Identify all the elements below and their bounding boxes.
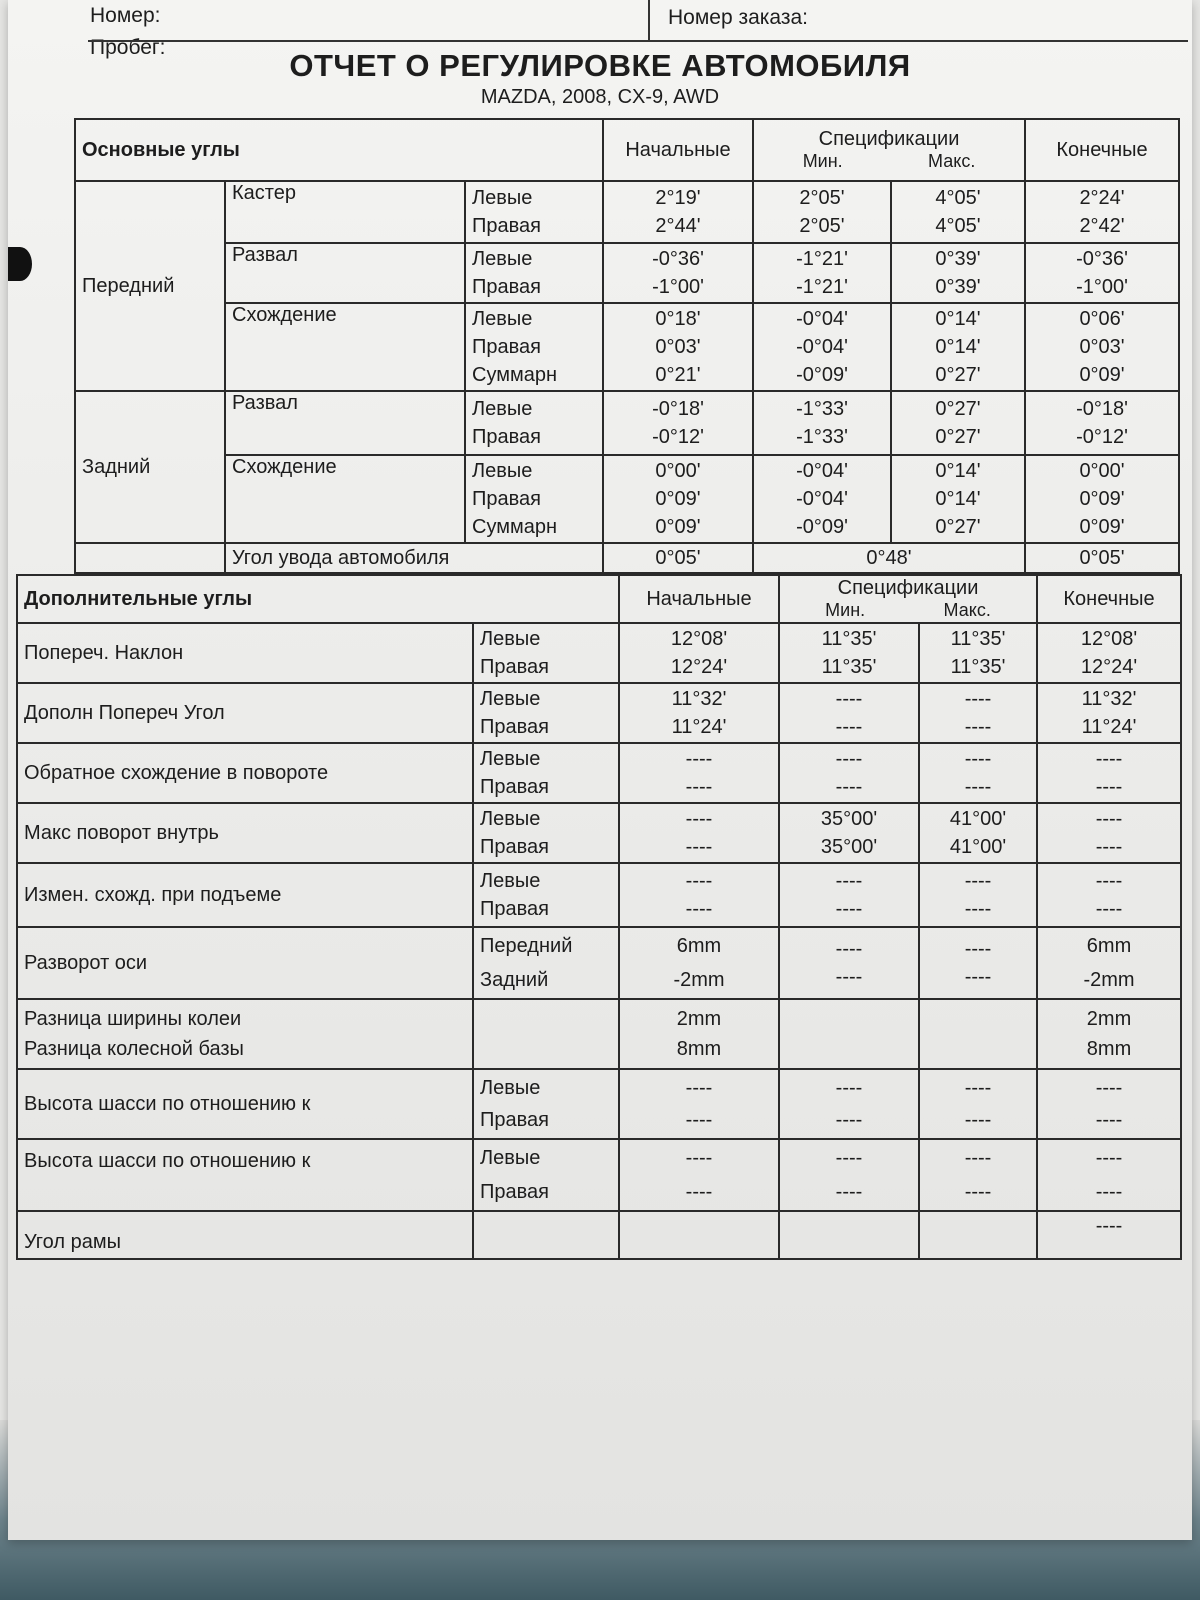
final-value: ---- — [1037, 1211, 1181, 1259]
final-column-header: Конечные — [1025, 119, 1179, 181]
main-angles-title: Основные углы — [75, 119, 603, 181]
row-sides: Левые Правая — [473, 803, 619, 863]
final-value: ---- ---- — [1037, 1069, 1181, 1139]
spec-min-value — [779, 999, 919, 1069]
initial-column-header: Начальные — [603, 119, 753, 181]
row-name: Высота шасси по отношению к — [17, 1139, 473, 1211]
row-name: Попереч. Наклон — [17, 623, 473, 683]
spec-min-value: ---- ---- — [779, 1139, 919, 1211]
spec-max-value: ---- ---- — [919, 1139, 1037, 1211]
final-value: 0°06' 0°03' 0°09' — [1025, 303, 1179, 391]
spec-min-value: ---- ---- — [779, 863, 919, 927]
initial-value: ---- ---- — [619, 1069, 779, 1139]
table-row — [17, 927, 1181, 999]
spec-max-value: ---- ---- — [919, 863, 1037, 927]
initial-column-header: Начальные — [619, 575, 779, 623]
table-row — [17, 803, 1181, 863]
initial-value — [619, 1211, 779, 1259]
spec-max-value: ---- ---- — [919, 683, 1037, 743]
spec-max-value: 11°35' 11°35' — [919, 623, 1037, 683]
row-sides: Левые Правая Суммарн — [465, 303, 603, 391]
table-row — [75, 391, 1179, 455]
max-label: Макс. — [943, 600, 991, 620]
row-name: Макс поворот внутрь — [17, 803, 473, 863]
row-sides: Левые Правая — [473, 743, 619, 803]
max-label: Макс. — [928, 151, 976, 171]
initial-value: 2mm 8mm — [619, 999, 779, 1069]
row-name: Схождение — [225, 455, 465, 543]
row-name: Разворот оси — [17, 927, 473, 999]
row-sides: Левые Правая — [473, 863, 619, 927]
row-sides — [473, 1211, 619, 1259]
row-name: Разница ширины колеи Разница колесной базы — [17, 999, 473, 1069]
initial-value: 12°08' 12°24' — [619, 623, 779, 683]
thrust-angle-label: Угол увода автомобиля — [225, 543, 603, 573]
row-sides: Левые Правая — [473, 1139, 619, 1211]
vehicle-info: MAZDA, 2008, CX-9, AWD — [480, 86, 720, 108]
table-row — [75, 303, 1179, 391]
header-separator — [648, 0, 650, 40]
thrust-final: 0°05' — [1025, 543, 1179, 573]
spec-column-header — [753, 119, 1025, 181]
row-name: Высота шасси по отношению к — [17, 1069, 473, 1139]
row-name: Кастер — [225, 181, 465, 243]
spec-max-value — [919, 1211, 1037, 1259]
table-row — [17, 1069, 1181, 1139]
row-sides: Левые Правая — [465, 243, 603, 303]
final-value: ---- ---- — [1037, 803, 1181, 863]
row-sides: Левые Правая — [473, 1069, 619, 1139]
final-value: 2mm 8mm — [1037, 999, 1181, 1069]
initial-value: 0°18' 0°03' 0°21' — [603, 303, 753, 391]
spec-max-value: 0°39' 0°39' — [891, 243, 1025, 303]
row-sides: Левые Правая — [465, 391, 603, 455]
report-title: ОТЧЕТ О РЕГУЛИРОВКЕ АВТОМОБИЛЯ — [289, 48, 911, 83]
table-row — [75, 455, 1179, 543]
spec-max-value: 0°27' 0°27' — [891, 391, 1025, 455]
spec-label: Спецификации — [837, 577, 979, 599]
spec-max-value: 4°05' 4°05' — [891, 181, 1025, 243]
spec-min-value: 11°35' 11°35' — [779, 623, 919, 683]
row-name: Измен. схожд. при подъеме — [17, 863, 473, 927]
initial-value: 6mm -2mm — [619, 927, 779, 999]
initial-value: 11°32' 11°24' — [619, 683, 779, 743]
spec-min-value: ---- ---- — [779, 1069, 919, 1139]
final-value: 12°08' 12°24' — [1037, 623, 1181, 683]
additional-angles-table — [16, 574, 1182, 1260]
final-value: 11°32' 11°24' — [1037, 683, 1181, 743]
spec-column-header — [779, 575, 1037, 623]
table-row — [17, 1139, 1181, 1211]
mileage-label: Пробег: — [90, 36, 166, 59]
rear-axle-label: Задний — [75, 391, 225, 543]
spec-max-value: ---- ---- — [919, 1069, 1037, 1139]
spec-min-value: 35°00' 35°00' — [779, 803, 919, 863]
table-row — [75, 243, 1179, 303]
spec-max-value: 0°14' 0°14' 0°27' — [891, 303, 1025, 391]
initial-value: -0°36' -1°00' — [603, 243, 753, 303]
alignment-report-sheet — [8, 0, 1192, 1540]
final-value: ---- ---- — [1037, 1139, 1181, 1211]
number-label: Номер: — [90, 4, 161, 27]
order-number-label: Номер заказа: — [668, 6, 809, 29]
spec-max-value: ---- ---- — [919, 743, 1037, 803]
row-sides: Левые Правая — [473, 623, 619, 683]
min-label: Мин. — [802, 151, 843, 171]
final-value: 0°00' 0°09' 0°09' — [1025, 455, 1179, 543]
additional-angles-title: Дополнительные углы — [17, 575, 619, 623]
min-label: Мин. — [825, 600, 866, 620]
table-row — [17, 623, 1181, 683]
initial-value: ---- ---- — [619, 1139, 779, 1211]
table-row — [75, 181, 1179, 243]
initial-value: ---- ---- — [619, 863, 779, 927]
spec-min-value: ---- ---- — [779, 927, 919, 999]
spec-min-value: ---- ---- — [779, 683, 919, 743]
row-sides: Передний Задний — [473, 927, 619, 999]
spec-min-value: ---- ---- — [779, 743, 919, 803]
punch-hole — [8, 247, 32, 281]
table-row — [17, 743, 1181, 803]
row-sides: Левые Правая — [473, 683, 619, 743]
spec-min-value: 2°05' 2°05' — [753, 181, 891, 243]
final-value: 6mm -2mm — [1037, 927, 1181, 999]
spec-label: Спецификации — [818, 128, 960, 150]
table-row — [17, 683, 1181, 743]
final-value: 2°24' 2°42' — [1025, 181, 1179, 243]
row-sides — [473, 999, 619, 1069]
row-sides: Левые Правая Суммарн — [465, 455, 603, 543]
thrust-spec: 0°48' — [753, 543, 1025, 573]
table-row — [17, 999, 1181, 1069]
row-name: Развал — [225, 391, 465, 455]
spec-min-value: -1°21' -1°21' — [753, 243, 891, 303]
table-row — [17, 863, 1181, 927]
row-name: Угол рамы — [17, 1211, 473, 1259]
initial-value: 2°19' 2°44' — [603, 181, 753, 243]
final-value: ---- ---- — [1037, 863, 1181, 927]
row-name: Обратное схождение в повороте — [17, 743, 473, 803]
initial-value: ---- ---- — [619, 803, 779, 863]
initial-value: -0°18' -0°12' — [603, 391, 753, 455]
row-name: Схождение — [225, 303, 465, 391]
final-value: -0°36' -1°00' — [1025, 243, 1179, 303]
row-name: Развал — [225, 243, 465, 303]
spec-min-value: -0°04' -0°04' -0°09' — [753, 455, 891, 543]
main-angles-table — [74, 118, 1180, 574]
spec-max-value: ---- ---- — [919, 927, 1037, 999]
row-name: Дополн Попереч Угол — [17, 683, 473, 743]
initial-value: ---- ---- — [619, 743, 779, 803]
spec-min-value: -0°04' -0°04' -0°09' — [753, 303, 891, 391]
spec-min-value — [779, 1211, 919, 1259]
spec-max-value — [919, 999, 1037, 1069]
thrust-angle-row — [75, 543, 1179, 573]
final-value: -0°18' -0°12' — [1025, 391, 1179, 455]
final-value: ---- ---- — [1037, 743, 1181, 803]
table-row — [17, 1211, 1181, 1259]
initial-value: 0°00' 0°09' 0°09' — [603, 455, 753, 543]
row-sides: Левые Правая — [465, 181, 603, 243]
spec-min-value: -1°33' -1°33' — [753, 391, 891, 455]
header-divider — [88, 40, 1188, 42]
thrust-initial: 0°05' — [603, 543, 753, 573]
spec-max-value: 0°14' 0°14' 0°27' — [891, 455, 1025, 543]
front-axle-label: Передний — [75, 181, 225, 391]
final-column-header: Конечные — [1037, 575, 1181, 623]
spec-max-value: 41°00' 41°00' — [919, 803, 1037, 863]
